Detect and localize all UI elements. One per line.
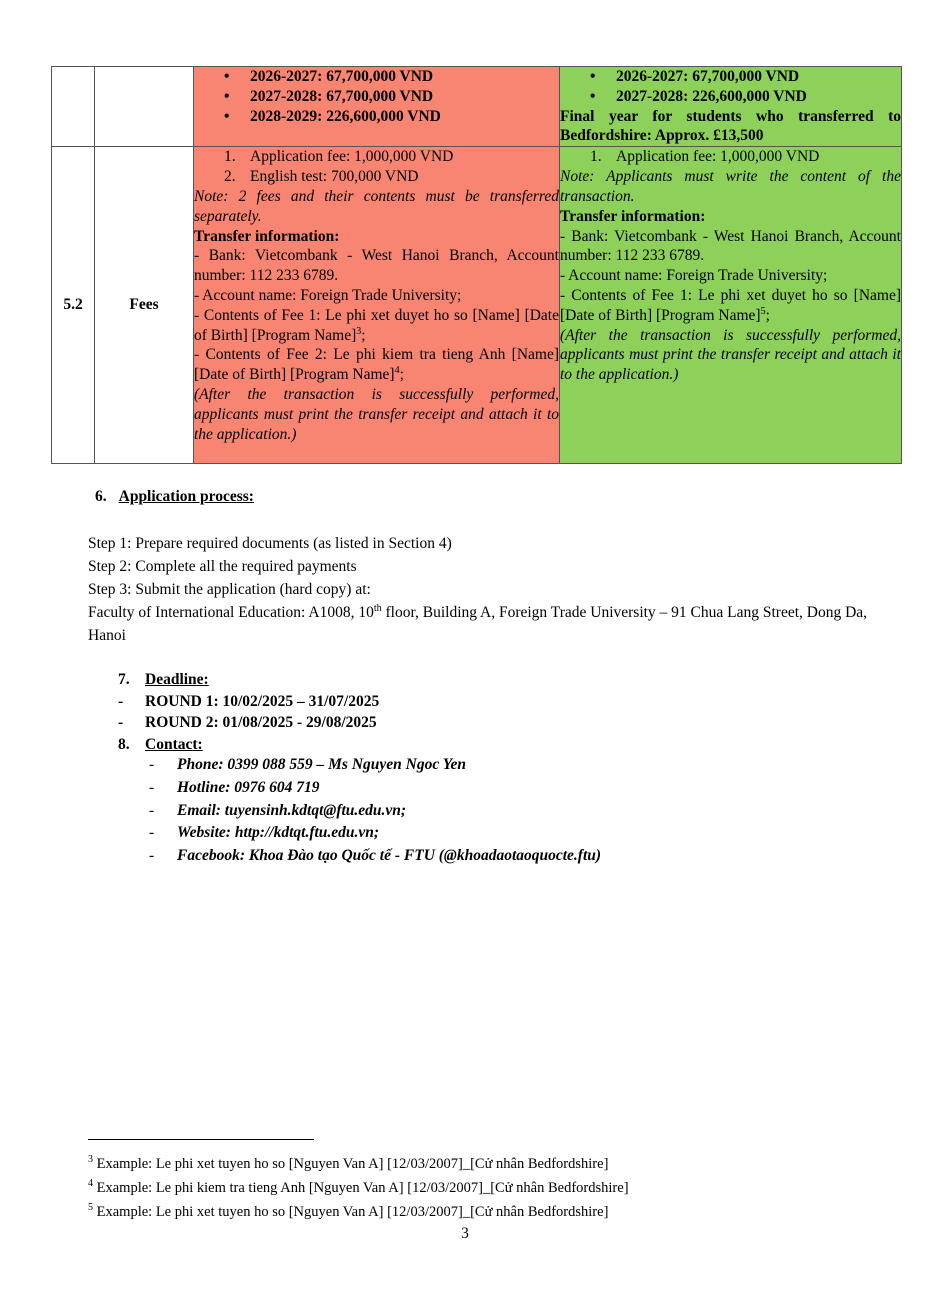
tuition-green-cell bbox=[560, 67, 902, 147]
step-1: Step 1: Prepare required documents (as listed in Section 4) bbox=[88, 535, 452, 552]
list-item: 1. Application fee: 1,000,000 VND bbox=[224, 148, 454, 166]
step-3: Step 3: Submit the application (hard copy) at: bbox=[88, 581, 371, 598]
final-year-note: Final year for students who transferred to Bedfordshire: Approx. £13,500 bbox=[560, 107, 901, 145]
fee1-contents: - Contents of Fee 1: Le phi xet duyet ho so [Name] [Date of Birth] [Program Name]$^3$; bbox=[194, 306, 559, 344]
footnote-ref: 5 bbox=[760, 305, 766, 317]
step-2: Step 2: Complete all the required payments bbox=[88, 558, 357, 575]
fee1-contents: - Contents of Fee 1: Le phi xet duyet ho so [Name] [Date of Birth] [Program Name]$^5$; bbox=[560, 286, 901, 324]
submission-address: Faculty of International Education: A1008, 10th floor, Building A, Foreign Trade University – 91 Chua Lang Street, Dong Da, Hanoi bbox=[88, 602, 868, 644]
fees-row-number: 5.2 bbox=[52, 147, 95, 464]
list-item: • 2027-2028: 226,600,000 VND bbox=[590, 87, 901, 107]
section-number: 6. bbox=[95, 488, 107, 505]
footnote: $^4$ Example: Le phi kiem tra tieng Anh [Nguyen Van A] [12/03/2007]_[Cử nhân Bedfordshire] bbox=[88, 1178, 629, 1196]
footnote: $^3$ Example: Le phi xet tuyen ho so [Nguyen Van A] [12/03/2007]_[Cử nhân Bedfordshire] bbox=[88, 1154, 609, 1172]
fees-note: Note: 2 fees and their contents must be transferred separately. bbox=[194, 187, 559, 225]
footnotes bbox=[88, 1152, 629, 1224]
tuition-row-number bbox=[52, 67, 95, 147]
after-transaction-note: (After the transaction is successfully performed, applicants must print the transfer receipt and attach it to the application.) bbox=[194, 385, 559, 443]
tuition-row-name bbox=[95, 67, 194, 147]
footnote-ref: 4 bbox=[394, 365, 400, 376]
section-title: Deadline: bbox=[145, 671, 209, 688]
footnote-separator bbox=[88, 1139, 314, 1140]
after-transaction-note: (After the transaction is successfully performed, applicants must print the transfer receipt and attach it to the application.) bbox=[560, 326, 901, 384]
fees-row bbox=[52, 147, 902, 464]
section-number: 8. bbox=[118, 735, 130, 753]
document-page: • 2026-2027: 67,700,000 VND • 2027-2028: 67,700,000 VND • 2028-2029: 226,600,000 VND • 2026-2027: 67,700,000 VND • 2027-2028: 226,600,000 VND Final year for students who transferred to Bedfordshire: Approx. £13,500 5.2 Fees 1. Application fee: 1,000,000 VND 2. English test: 700,000 VND Note: 2 fees and their contents must be transferred separately. Transfer information: - Bank: Vietcombank - West Hanoi Branch, Account number: 112 233 6789. - Account name: Foreign Trade University; - Contents of Fee 1: Le phi xet duyet ho so [Name] [Date of Birth] [Program Name]$^3$; - Contents of Fee 2: Le phi kiem tra tieng Anh [Name] [Date of Birth] [Program Name]$^4$; (After the transaction is successfully performed, applicants must print the transfer receipt and attach it to the application.) 1. Application fee: 1,000,000 VND Note: Applicants must write the content of the transaction. Transfer information: - Bank: Vietcombank - West Hanoi Branch, Account number: 112 233 6789. - Account name: Foreign Trade University; - Contents of Fee 1: Le phi xet duyet ho so [Name] [Date of Birth] [Program Name]$^5$; (After the transaction is successfully performed, applicants must print the transfer receipt and attach it to the application.) 6. Application process: Step 1: Prepare required documents (as listed in Section 4) Step 2: Complete all the required payments Step 3: Submit the application (hard copy) at: Faculty of International Education: A1008, 10th floor, Building A, Foreign Trade University – 91 Chua Lang Street, Dong Da, Hanoi 7. Deadline: - ROUND 1: 10/02/2025 – 31/07/2025 - ROUND 2: 01/08/2025 - 29/08/2025 8. Contact: - Phone: 0399 088 559 – Ms Nguyen Ngoc Yen - Hotline: 0976 604 719 - Email: tuyensinh.kdtqt@ftu.edu.vn; - Website: http://kdtqt.ftu.edu.vn; - Facebook: Khoa Đào tạo Quốc tế - FTU (@khoadaotaoquocte.ftu) $^3$ Example: Le phi xet tuyen ho so [Nguyen Van A] [12/03/2007]_[Cử nhân Bedfordshire] $^4$ Example: Le phi kiem tra tieng Anh [Nguyen Van A] [12/03/2007]_[Cử nhân Bedfordshire] $^5$ Example: Le phi xet tuyen ho so [Nguyen Van A] [12/03/2007]_[Cử nhân Bedfordshire] 3 bbox=[0, 0, 930, 1316]
fees-green-cell bbox=[560, 147, 902, 464]
list-item: • 2027-2028: 67,700,000 VND bbox=[224, 87, 559, 107]
section-title: Application process: bbox=[118, 488, 254, 505]
footnote-ref: 3 bbox=[356, 325, 362, 337]
list-item: • 2026-2027: 67,700,000 VND bbox=[224, 67, 559, 87]
list-item: • 2026-2027: 67,700,000 VND bbox=[590, 67, 901, 87]
account-name: - Account name: Foreign Trade University; bbox=[560, 267, 828, 285]
section-6-heading bbox=[95, 488, 254, 506]
fees-row-name: Fees bbox=[95, 147, 194, 464]
transfer-heading: Transfer information: bbox=[194, 227, 340, 245]
section-title: Contact: bbox=[145, 735, 203, 753]
fee2-contents: - Contents of Fee 2: Le phi kiem tra tieng Anh [Name] [Date of Birth] [Program Name]$^4$; bbox=[194, 346, 559, 384]
page-number: 3 bbox=[461, 1225, 469, 1242]
bank-info: - Bank: Vietcombank - West Hanoi Branch, Account number: 112 233 6789. bbox=[560, 227, 901, 265]
list-item: 2. English test: 700,000 VND bbox=[224, 168, 419, 186]
list-item: • 2028-2029: 226,600,000 VND bbox=[224, 107, 559, 127]
list-item: 1. Application fee: 1,000,000 VND bbox=[590, 148, 820, 166]
footnote: $^5$ Example: Le phi xet tuyen ho so [Nguyen Van A] [12/03/2007]_[Cử nhân Bedfordshire] bbox=[88, 1202, 609, 1220]
account-name: - Account name: Foreign Trade University; bbox=[194, 286, 462, 304]
fees-note: Note: Applicants must write the content of the transaction. bbox=[560, 168, 901, 205]
tuition-red-cell bbox=[194, 67, 560, 147]
section-number: 7. bbox=[118, 671, 130, 688]
fees-table bbox=[51, 66, 902, 464]
fees-red-cell bbox=[194, 147, 560, 464]
bank-info: - Bank: Vietcombank - West Hanoi Branch, Account number: 112 233 6789. bbox=[194, 247, 559, 285]
tuition-row bbox=[52, 67, 902, 147]
transfer-heading: Transfer information: bbox=[560, 207, 706, 225]
application-steps bbox=[88, 532, 868, 647]
